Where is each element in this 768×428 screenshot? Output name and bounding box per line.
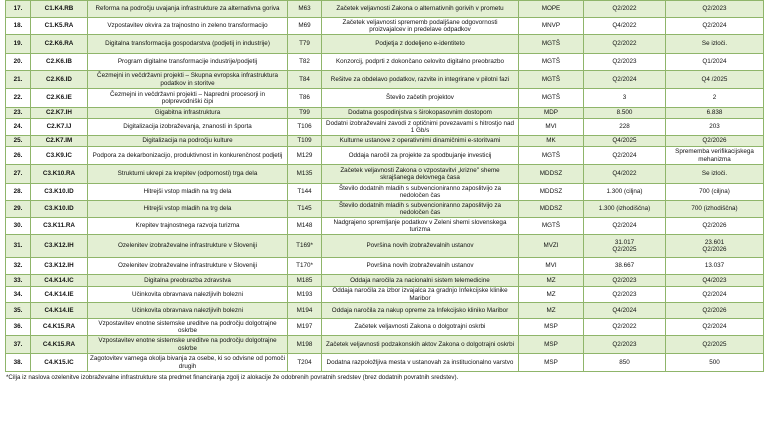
row-number-cell: 26. xyxy=(6,147,31,165)
row-number-cell: 29. xyxy=(6,201,31,218)
revised-target-cell: 23.601 Q2/2026 xyxy=(666,235,764,258)
reform-name-cell: Program digitalne transformacije industrije/podjetij xyxy=(88,54,288,71)
reform-name-cell: Krepitev trajnostnega razvoja turizma xyxy=(88,218,288,235)
row-number-cell: 30. xyxy=(6,218,31,235)
document-page xyxy=(5,0,763,381)
reform-name-cell: Zagotovitev varnega okolja bivanja za osebe, ki so odvisne od pomoči drugih xyxy=(88,354,288,372)
reform-name-cell: Vzpostavitev enotne sistemske ureditve na področju dolgotrajne oskrbe xyxy=(88,336,288,354)
revised-target-cell: Se izloči. xyxy=(666,165,764,184)
indicator-description-cell: Število dodatnih mladih s subvencioniranno zaposlitvijo za nedoločen čas xyxy=(322,184,519,201)
measure-code-cell: C2.K7.IJ xyxy=(31,119,88,136)
revised-target-cell: Q4 /2025 xyxy=(666,71,764,89)
reform-name-cell: Gigabitna infrastruktura xyxy=(88,108,288,119)
indicator-description-cell: Začetek veljavnosti Zakona o dolgotrajni oskrbi xyxy=(322,319,519,336)
row-number-cell: 25. xyxy=(6,136,31,147)
ministry-cell: MZ xyxy=(519,303,584,319)
table-row xyxy=(6,54,764,71)
milestone-id-cell: M69 xyxy=(288,18,322,35)
measures-table xyxy=(5,0,764,372)
ministry-cell: MGTŠ xyxy=(519,218,584,235)
milestone-id-cell: M63 xyxy=(288,1,322,18)
measure-code-cell: C3.K11.RA xyxy=(31,218,88,235)
milestone-id-cell: M185 xyxy=(288,275,322,287)
original-target-cell: Q4/2022 xyxy=(584,18,666,35)
revised-target-cell: Q2/2025 xyxy=(666,336,764,354)
measure-code-cell: C4.K14.IC xyxy=(31,275,88,287)
revised-target-cell: Se izloči. xyxy=(666,35,764,54)
reform-name-cell: Vzpostavitev okvira za trajnostno in zeleno transformacijo xyxy=(88,18,288,35)
indicator-description-cell: Dodatna gospodinjstva s širokopasovnim dostopom xyxy=(322,108,519,119)
table-row xyxy=(6,147,764,165)
revised-target-cell: Q2/2023 xyxy=(666,1,764,18)
revised-target-cell: 700 (ciljna) xyxy=(666,184,764,201)
indicator-description-cell: Kulturne ustanove z operativnimi dinamičnimi e-storitvami xyxy=(322,136,519,147)
revised-target-cell: 700 (izhodiščna) xyxy=(666,201,764,218)
milestone-id-cell: T169* xyxy=(288,235,322,258)
original-target-cell: Q2/2023 xyxy=(584,275,666,287)
milestone-id-cell: M198 xyxy=(288,336,322,354)
original-target-cell: 38.667 xyxy=(584,258,666,275)
table-row xyxy=(6,35,764,54)
original-target-cell: Q4/2024 xyxy=(584,303,666,319)
reform-name-cell: Učinkovita obravnava nalezljivih bolezni xyxy=(88,303,288,319)
measure-code-cell: C2.K6.RA xyxy=(31,35,88,54)
row-number-cell: 20. xyxy=(6,54,31,71)
milestone-id-cell: T109 xyxy=(288,136,322,147)
original-target-cell: Q2/2023 xyxy=(584,54,666,71)
milestone-id-cell: T106 xyxy=(288,119,322,136)
measure-code-cell: C4.K15.IC xyxy=(31,354,88,372)
indicator-description-cell: Površina novih izobraževalnih ustanov xyxy=(322,258,519,275)
table-row xyxy=(6,136,764,147)
revised-target-cell: Q2/2024 xyxy=(666,287,764,303)
original-target-cell: 1.300 (ciljna) xyxy=(584,184,666,201)
table-row xyxy=(6,165,764,184)
ministry-cell: MK xyxy=(519,136,584,147)
milestone-id-cell: M135 xyxy=(288,165,322,184)
reform-name-cell: Strukturni ukrepi za krepitev (odpornosti) trga dela xyxy=(88,165,288,184)
milestone-id-cell: T204 xyxy=(288,354,322,372)
original-target-cell: 228 xyxy=(584,119,666,136)
table-row xyxy=(6,18,764,35)
ministry-cell: MGTŠ xyxy=(519,71,584,89)
indicator-description-cell: Površina novih izobraževalnih ustanov xyxy=(322,235,519,258)
revised-target-cell: Q2/2024 xyxy=(666,319,764,336)
measure-code-cell: C4.K15.RA xyxy=(31,336,88,354)
ministry-cell: MDDSZ xyxy=(519,165,584,184)
table-row xyxy=(6,184,764,201)
row-number-cell: 34. xyxy=(6,287,31,303)
row-number-cell: 27. xyxy=(6,165,31,184)
ministry-cell: MGTŠ xyxy=(519,89,584,108)
indicator-description-cell: Oddaja naročila za nacionalni sistem telemedicine xyxy=(322,275,519,287)
measure-code-cell: C4.K15.RA xyxy=(31,319,88,336)
measure-code-cell: C3.K12.IH xyxy=(31,258,88,275)
table-row xyxy=(6,119,764,136)
indicator-description-cell: Število dodatnih mladih s subvencioniranno zaposlitvijo za nedoločen čas xyxy=(322,201,519,218)
ministry-cell: MGTŠ xyxy=(519,54,584,71)
measure-code-cell: C4.K14.IE xyxy=(31,303,88,319)
reform-name-cell: Čezmejni in večdržavni projekti – Skupna evropska infrastruktura podatkov in storitve xyxy=(88,71,288,89)
milestone-id-cell: T144 xyxy=(288,184,322,201)
ministry-cell: MZ xyxy=(519,275,584,287)
row-number-cell: 35. xyxy=(6,303,31,319)
revised-target-cell: Q1/2024 xyxy=(666,54,764,71)
milestone-id-cell: M129 xyxy=(288,147,322,165)
ministry-cell: MZ xyxy=(519,287,584,303)
revised-target-cell: Q2/2026 xyxy=(666,303,764,319)
original-target-cell: Q2/2022 xyxy=(584,319,666,336)
measure-code-cell: C2.K6.IE xyxy=(31,89,88,108)
table-row xyxy=(6,89,764,108)
table-row xyxy=(6,275,764,287)
original-target-cell: Q2/2024 xyxy=(584,147,666,165)
revised-target-cell: Q2/2026 xyxy=(666,218,764,235)
reform-name-cell: Ozelenitev izobraževalne infrastrukture v Sloveniji xyxy=(88,258,288,275)
row-number-cell: 17. xyxy=(6,1,31,18)
indicator-description-cell: Oddaja naročila za izbor izvajalca za gradnjo Infekcijske klinike Maribor xyxy=(322,287,519,303)
original-target-cell: Q2/2023 xyxy=(584,287,666,303)
original-target-cell: 31.017 Q2/2025 xyxy=(584,235,666,258)
ministry-cell: MVI xyxy=(519,258,584,275)
ministry-cell: MSP xyxy=(519,319,584,336)
milestone-id-cell: T170* xyxy=(288,258,322,275)
original-target-cell: Q2/2022 xyxy=(584,1,666,18)
table-row xyxy=(6,319,764,336)
milestone-id-cell: M197 xyxy=(288,319,322,336)
reform-name-cell: Digitalizacija na področju kulture xyxy=(88,136,288,147)
measure-code-cell: C2.K7.IM xyxy=(31,136,88,147)
indicator-description-cell: Dodatni izobraževalni zavodi z optičnimi povezavami s hitrostjo nad 1 Gb/s xyxy=(322,119,519,136)
revised-target-cell: Q4/2023 xyxy=(666,275,764,287)
measure-code-cell: C3.K10.ID xyxy=(31,184,88,201)
reform-name-cell: Hitrejši vstop mladih na trg dela xyxy=(88,184,288,201)
indicator-description-cell: Rešitve za obdelavo podatkov, razvite in integrirane v pilotni fazi xyxy=(322,71,519,89)
original-target-cell: 850 xyxy=(584,354,666,372)
revised-target-cell: 2 xyxy=(666,89,764,108)
milestone-id-cell: M193 xyxy=(288,287,322,303)
revised-target-cell: Q2/2026 xyxy=(666,136,764,147)
row-number-cell: 23. xyxy=(6,108,31,119)
table-row xyxy=(6,1,764,18)
revised-target-cell: 203 xyxy=(666,119,764,136)
ministry-cell: MGTŠ xyxy=(519,147,584,165)
table-row xyxy=(6,218,764,235)
table-row xyxy=(6,71,764,89)
row-number-cell: 19. xyxy=(6,35,31,54)
measure-code-cell: C3.K10.ID xyxy=(31,201,88,218)
indicator-description-cell: Začetek veljavnosti podzakonskih aktov Zakona o dolgotrajni oskrbi xyxy=(322,336,519,354)
row-number-cell: 32. xyxy=(6,258,31,275)
reform-name-cell: Podpora za dekarbonizacijo, produktivnost in konkurenčnost podjetij xyxy=(88,147,288,165)
row-number-cell: 36. xyxy=(6,319,31,336)
milestone-id-cell: M148 xyxy=(288,218,322,235)
indicator-description-cell: Število začetih projektov xyxy=(322,89,519,108)
row-number-cell: 31. xyxy=(6,235,31,258)
measure-code-cell: C2.K7.IH xyxy=(31,108,88,119)
ministry-cell: MVI xyxy=(519,119,584,136)
footnote: *Cilja iz naslova ozelenitve izobraževalne infrastrukture sta predmet financiranja zgolj iz alokacije že odobrenih povratnih sredstev (brez dodatnih povratnih sredstev). xyxy=(6,374,459,381)
table-row xyxy=(6,287,764,303)
row-number-cell: 33. xyxy=(6,275,31,287)
original-target-cell: Q4/2025 xyxy=(584,136,666,147)
table-row xyxy=(6,303,764,319)
indicator-description-cell: Oddaja naročila za nakup opreme za Infekcijsko kliniko Maribor xyxy=(322,303,519,319)
original-target-cell: 3 xyxy=(584,89,666,108)
row-number-cell: 22. xyxy=(6,89,31,108)
ministry-cell: MSP xyxy=(519,336,584,354)
milestone-id-cell: T86 xyxy=(288,89,322,108)
indicator-description-cell: Nadgrajeno spremljanje podatkov v Zeleni shemi slovenskega turizma xyxy=(322,218,519,235)
measure-code-cell: C3.K12.IH xyxy=(31,235,88,258)
measure-code-cell: C2.K6.IB xyxy=(31,54,88,71)
reform-name-cell: Učinkovita obravnava nalezljivih bolezni xyxy=(88,287,288,303)
indicator-description-cell: Začetek veljavnosti Zakona o alternativnih gorivih v prometu xyxy=(322,1,519,18)
revised-target-cell: Q2/2024 xyxy=(666,18,764,35)
row-number-cell: 24. xyxy=(6,119,31,136)
row-number-cell: 28. xyxy=(6,184,31,201)
revised-target-cell: Sprememba verifikacijskega mehanizma xyxy=(666,147,764,165)
original-target-cell: 8.500 xyxy=(584,108,666,119)
measure-code-cell: C3.K9.IC xyxy=(31,147,88,165)
table-row xyxy=(6,235,764,258)
measure-code-cell: C4.K14.IE xyxy=(31,287,88,303)
table-row xyxy=(6,354,764,372)
original-target-cell: Q4/2022 xyxy=(584,165,666,184)
milestone-id-cell: T145 xyxy=(288,201,322,218)
original-target-cell: Q2/2022 xyxy=(584,35,666,54)
measure-code-cell: C3.K10.RA xyxy=(31,165,88,184)
reform-name-cell: Čezmejni in večdržavni projekti – Napredni procesorji in polprevodniški čipi xyxy=(88,89,288,108)
milestone-id-cell: T82 xyxy=(288,54,322,71)
milestone-id-cell: T84 xyxy=(288,71,322,89)
milestone-id-cell: M194 xyxy=(288,303,322,319)
revised-target-cell: 500 xyxy=(666,354,764,372)
indicator-description-cell: Dodatna razpoložljiva mesta v ustanovah za institucionalno varstvo xyxy=(322,354,519,372)
indicator-description-cell: Konzorcij, podprti z dokončano celovito digitalno preobrazbo xyxy=(322,54,519,71)
ministry-cell: MNVP xyxy=(519,18,584,35)
table-row xyxy=(6,258,764,275)
original-target-cell: Q2/2024 xyxy=(584,71,666,89)
indicator-description-cell: Začetek veljavnosti Zakona o vzpostavitvi „krizne" sheme skrajšanega delovnega časa xyxy=(322,165,519,184)
original-target-cell: 1.300 (izhodiščna) xyxy=(584,201,666,218)
indicator-description-cell: Oddaja naročil za projekte za spodbujanje investicij xyxy=(322,147,519,165)
table-body xyxy=(6,1,764,372)
indicator-description-cell: Podjetja z dodeljeno e-identiteto xyxy=(322,35,519,54)
ministry-cell: MDDSZ xyxy=(519,201,584,218)
table-row xyxy=(6,108,764,119)
reform-name-cell: Digitalizacija izobraževanja, znanosti in športa xyxy=(88,119,288,136)
row-number-cell: 37. xyxy=(6,336,31,354)
measure-code-cell: C1.K5.RA xyxy=(31,18,88,35)
reform-name-cell: Ozelenitev izobraževalne infrastrukture v Sloveniji xyxy=(88,235,288,258)
milestone-id-cell: T99 xyxy=(288,108,322,119)
reform-name-cell: Digitalna transformacija gospodarstva (podjetij in industrije) xyxy=(88,35,288,54)
reform-name-cell: Reforma na področju uvajanja infrastrukture za alternativna goriva xyxy=(88,1,288,18)
original-target-cell: Q2/2024 xyxy=(584,218,666,235)
milestone-id-cell: T79 xyxy=(288,35,322,54)
reform-name-cell: Digitalna preobrazba zdravstva xyxy=(88,275,288,287)
ministry-cell: MVZI xyxy=(519,235,584,258)
indicator-description-cell: Začetek veljavnosti sprememb podaljšane odgovornosti proizvajalcev in predelave odpadkov xyxy=(322,18,519,35)
table-row xyxy=(6,201,764,218)
revised-target-cell: 6.838 xyxy=(666,108,764,119)
reform-name-cell: Vzpostavitev enotne sistemske ureditve na področju dolgotrajne oskrbe xyxy=(88,319,288,336)
table-row xyxy=(6,336,764,354)
ministry-cell: MDP xyxy=(519,108,584,119)
ministry-cell: MOPE xyxy=(519,1,584,18)
row-number-cell: 21. xyxy=(6,71,31,89)
revised-target-cell: 13.037 xyxy=(666,258,764,275)
ministry-cell: MGTŠ xyxy=(519,35,584,54)
reform-name-cell: Hitrejši vstop mladih na trg dela xyxy=(88,201,288,218)
row-number-cell: 18. xyxy=(6,18,31,35)
ministry-cell: MSP xyxy=(519,354,584,372)
original-target-cell: Q2/2023 xyxy=(584,336,666,354)
row-number-cell: 38. xyxy=(6,354,31,372)
ministry-cell: MDDSZ xyxy=(519,184,584,201)
measure-code-cell: C1.K4.RB xyxy=(31,1,88,18)
measure-code-cell: C2.K6.ID xyxy=(31,71,88,89)
